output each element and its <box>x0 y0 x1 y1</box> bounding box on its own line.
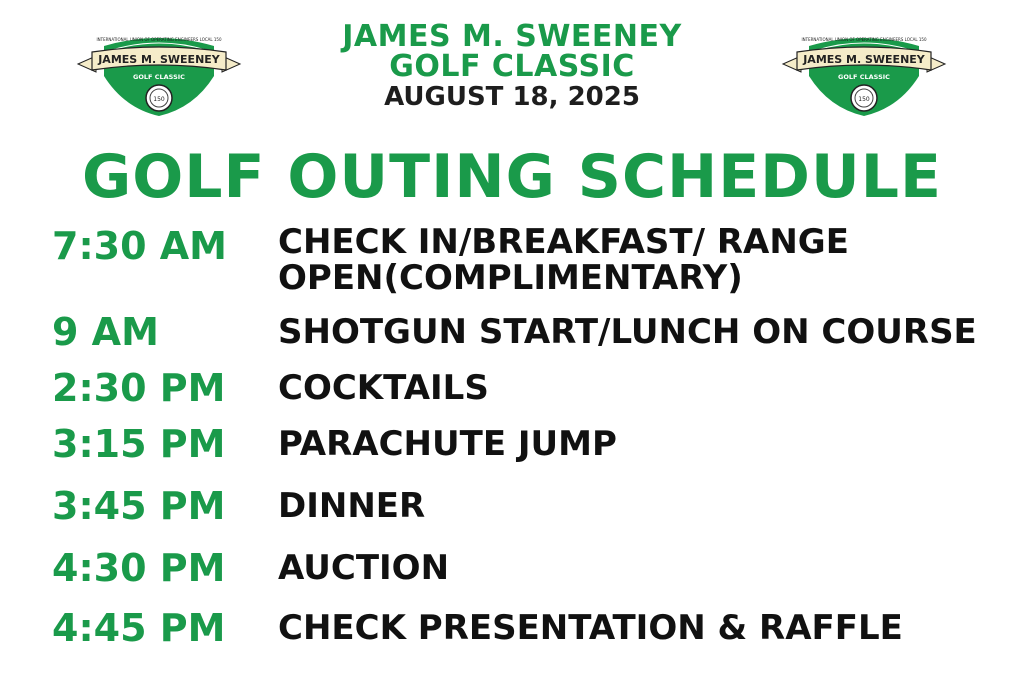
schedule-event: COCKTAILS <box>278 368 489 408</box>
schedule-time: 9 AM <box>52 310 159 354</box>
logo-subtitle: GOLF CLASSIC <box>838 73 890 81</box>
schedule-time: 7:30 AM <box>52 224 227 268</box>
event-header <box>0 19 1024 112</box>
event-date: AUGUST 18, 2025 <box>384 82 640 112</box>
schedule-time: 4:45 PM <box>52 606 226 650</box>
event-title-line-2: GOLF CLASSIC <box>389 49 635 84</box>
event-title-line-1: JAMES M. SWEENEY <box>342 19 682 54</box>
schedule-time: 2:30 PM <box>52 366 226 410</box>
schedule-event: CHECK IN/BREAKFAST/ RANGE OPEN(COMPLIMENTARY) <box>278 222 849 298</box>
schedule-event: SHOTGUN START/LUNCH ON COURSE <box>278 312 977 352</box>
schedule-event: CHECK PRESENTATION & RAFFLE <box>278 608 903 648</box>
logo-arc-text: INTERNATIONAL UNION OF OPERATING ENGINEERS LOCAL 150 <box>801 37 927 42</box>
logo-seal-text: 150 <box>153 96 165 103</box>
schedule-time: 3:15 PM <box>52 422 226 466</box>
schedule-time: 3:45 PM <box>52 484 226 528</box>
logo-subtitle: GOLF CLASSIC <box>133 73 185 81</box>
logo-banner-text: JAMES M. SWEENEY <box>98 53 220 66</box>
logo-seal-text: 150 <box>858 96 870 103</box>
schedule-event: DINNER <box>278 486 426 526</box>
schedule-time: 4:30 PM <box>52 546 226 590</box>
schedule-title: GOLF OUTING SCHEDULE <box>82 142 942 212</box>
schedule-event: AUCTION <box>278 548 450 588</box>
logo-arc-text: INTERNATIONAL UNION OF OPERATING ENGINEERS LOCAL 150 <box>96 37 222 42</box>
schedule-event: PARACHUTE JUMP <box>278 424 617 464</box>
logo-banner-text: JAMES M. SWEENEY <box>803 53 925 66</box>
